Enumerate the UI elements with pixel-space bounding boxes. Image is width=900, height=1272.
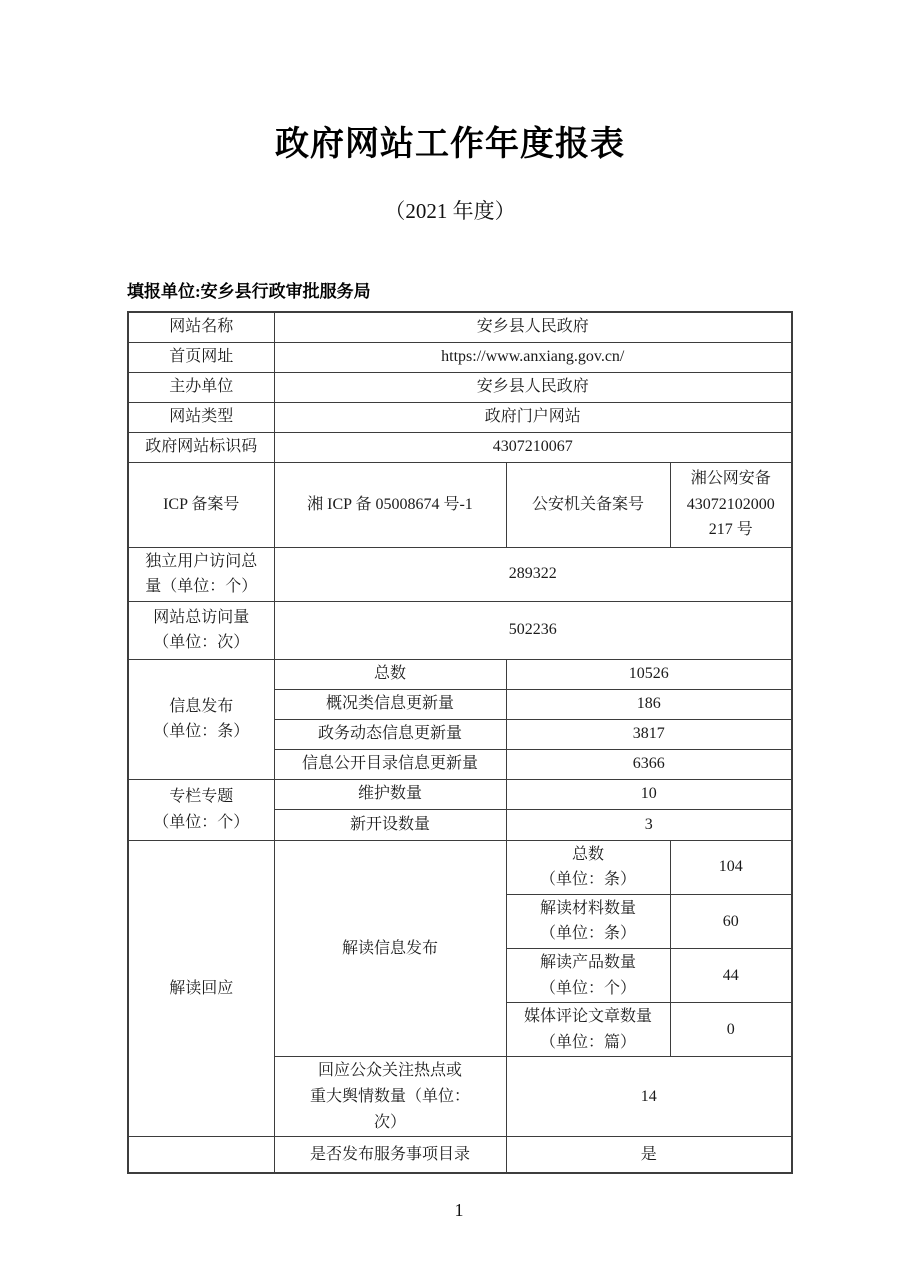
unique-visitors-label: 独立用户访问总 量（单位：个） bbox=[128, 547, 274, 601]
info-publish-catalog-value: 6366 bbox=[506, 749, 792, 779]
table-row bbox=[128, 779, 792, 809]
special-columns-maintain-value: 10 bbox=[506, 779, 792, 809]
site-type-label: 网站类型 bbox=[128, 402, 274, 432]
page-subtitle: （2021 年度） bbox=[384, 199, 516, 223]
info-publish-total-label: 总数 bbox=[274, 659, 506, 689]
table-row bbox=[128, 462, 792, 547]
info-publish-group-label: 信息发布 （单位：条） bbox=[128, 659, 274, 779]
special-columns-new-value: 3 bbox=[506, 809, 792, 840]
special-columns-new-label: 新开设数量 bbox=[274, 809, 506, 840]
info-publish-dynamic-value: 3817 bbox=[506, 719, 792, 749]
host-unit-value: 安乡县人民政府 bbox=[274, 372, 792, 402]
site-code-label: 政府网站标识码 bbox=[128, 432, 274, 462]
host-unit-label: 主办单位 bbox=[128, 372, 274, 402]
table-row bbox=[128, 432, 792, 462]
table-row bbox=[128, 601, 792, 659]
interpretation-publish-label: 解读信息发布 bbox=[274, 840, 506, 1057]
service-catalog-label: 是否发布服务事项目录 bbox=[274, 1137, 506, 1173]
table-row bbox=[128, 1137, 792, 1173]
page-number: 1 bbox=[454, 1199, 464, 1220]
special-columns-group-label: 专栏专题 （单位：个） bbox=[128, 779, 274, 840]
info-publish-total-value: 10526 bbox=[506, 659, 792, 689]
home-url-label: 首页网址 bbox=[128, 342, 274, 372]
table-row bbox=[128, 547, 792, 601]
empty-cell bbox=[128, 1137, 274, 1173]
total-visits-label: 网站总访问量 （单位：次） bbox=[128, 601, 274, 659]
site-name-label: 网站名称 bbox=[128, 312, 274, 342]
table-row bbox=[128, 402, 792, 432]
table-row bbox=[128, 659, 792, 689]
page-title: 政府网站工作年度报表 bbox=[275, 125, 625, 163]
home-url-value: https://www.anxiang.gov.cn/ bbox=[274, 342, 792, 372]
table-row bbox=[128, 372, 792, 402]
site-type-value: 政府门户网站 bbox=[274, 402, 792, 432]
icp-value: 湘 ICP 备 05008674 号-1 bbox=[274, 462, 506, 547]
table-row bbox=[128, 840, 792, 894]
interpretation-total-value: 104 bbox=[670, 840, 792, 894]
site-code-value: 4307210067 bbox=[274, 432, 792, 462]
site-name-value: 安乡县人民政府 bbox=[274, 312, 792, 342]
interpretation-total-label: 总数 （单位：条） bbox=[506, 840, 670, 894]
service-catalog-value: 是 bbox=[506, 1137, 792, 1173]
info-publish-overview-label: 概况类信息更新量 bbox=[274, 689, 506, 719]
interpretation-product-label: 解读产品数量 （单位：个） bbox=[506, 949, 670, 1003]
interpretation-media-label: 媒体评论文章数量 （单位：篇） bbox=[506, 1003, 670, 1057]
info-publish-overview-value: 186 bbox=[506, 689, 792, 719]
hotspot-label: 回应公众关注热点或 重大舆情数量（单位： 次） bbox=[274, 1057, 506, 1137]
interpretation-group-label: 解读回应 bbox=[128, 840, 274, 1137]
special-columns-maintain-label: 维护数量 bbox=[274, 779, 506, 809]
interpretation-product-value: 44 bbox=[670, 949, 792, 1003]
interpretation-material-value: 60 bbox=[670, 894, 792, 948]
info-publish-catalog-label: 信息公开目录信息更新量 bbox=[274, 749, 506, 779]
total-visits-value: 502236 bbox=[274, 601, 792, 659]
interpretation-media-value: 0 bbox=[670, 1003, 792, 1057]
unique-visitors-value: 289322 bbox=[274, 547, 792, 601]
interpretation-material-label: 解读材料数量 （单位：条） bbox=[506, 894, 670, 948]
psb-value: 湘公网安备 43072102000 217 号 bbox=[670, 462, 792, 547]
icp-label: ICP 备案号 bbox=[128, 462, 274, 547]
info-publish-dynamic-label: 政务动态信息更新量 bbox=[274, 719, 506, 749]
hotspot-value: 14 bbox=[506, 1057, 792, 1137]
psb-label: 公安机关备案号 bbox=[506, 462, 670, 547]
annual-report-table bbox=[127, 311, 793, 1174]
filing-unit: 填报单位:安乡县行政审批服务局 bbox=[127, 282, 371, 301]
table-row bbox=[128, 312, 792, 342]
table-row bbox=[128, 342, 792, 372]
